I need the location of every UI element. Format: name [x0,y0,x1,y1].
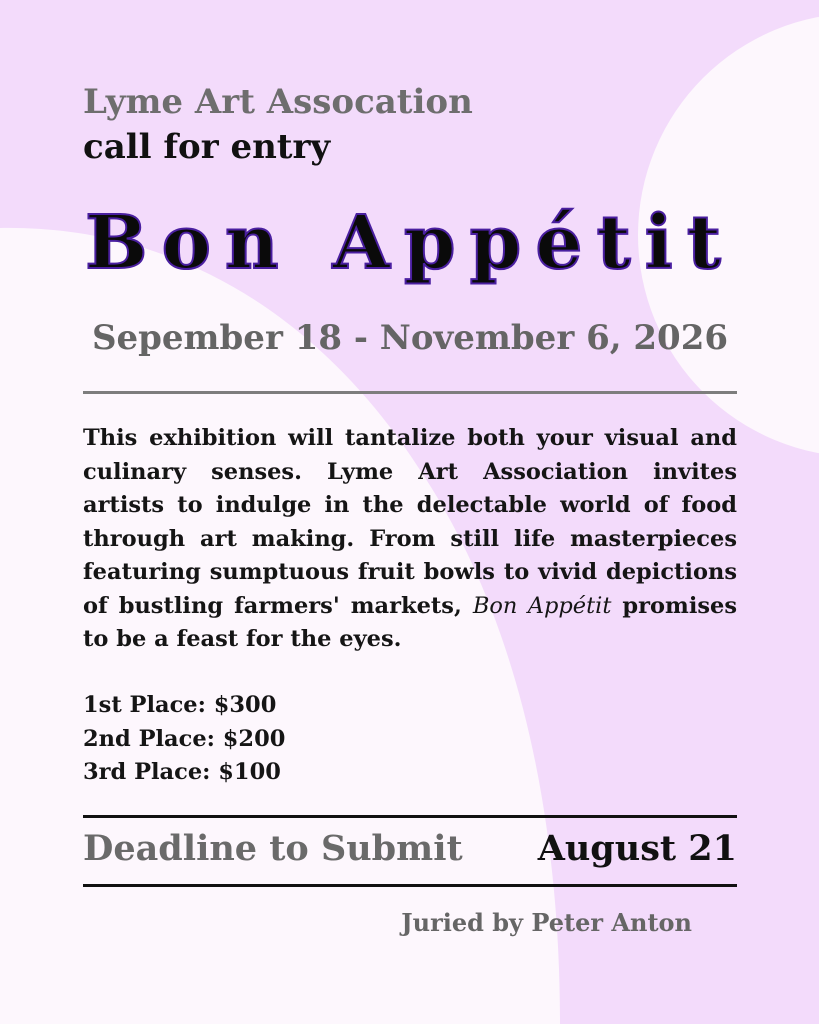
prize-item-3rd: 3rd Place: $100 [83,759,281,785]
divider [83,391,737,394]
prize-item-1st: 1st Place: $300 [83,692,277,718]
description-text: This exhibition will tantalize both your visual and culinary senses. Lyme Art Association invites artists to indulge in the delectable world of food through art making. From still life masterpieces featuring sumptuous fruit bowls to vivid depictions of bustling farmers' markets, [83,425,737,619]
organization-name: Lyme Art Assocation [83,82,473,122]
prize-list [83,689,285,790]
description-text-end: promises to be a feast for the eyes. [83,592,738,652]
juror-credit: Juried by Peter Anton [401,908,692,937]
deadline-label: Deadline to Submit [83,828,463,869]
deadline-date: August 21 [537,828,737,869]
exhibition-title: Bon Appétit [85,200,735,286]
description-italic-title: Bon Appétit [472,592,612,619]
divider [83,815,737,818]
prize-item-2nd: 2nd Place: $200 [83,725,286,752]
exhibition-dates: Sepember 18 - November 6, 2026 [91,318,729,358]
exhibition-description [83,422,737,657]
divider [83,884,737,887]
call-for-entry-label: call for entry [83,127,331,167]
